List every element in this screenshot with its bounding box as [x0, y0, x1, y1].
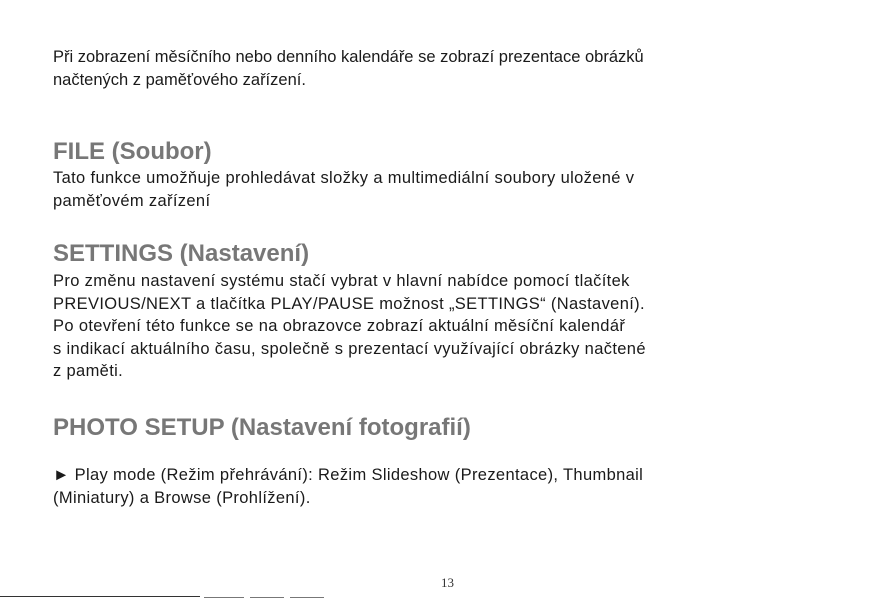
photo-setup-section-heading: PHOTO SETUP (Nastavení fotografií) — [53, 414, 471, 441]
footer-dash — [290, 597, 324, 598]
settings-section-heading: SETTINGS (Nastavení) — [53, 240, 310, 267]
footer-rule — [0, 596, 200, 597]
intro-paragraph: Při zobrazení měsíčního nebo denního kalendáře se zobrazí prezentace obrázků načtených z paměťového zařízení. — [53, 48, 644, 89]
footer-dash — [204, 597, 244, 598]
footer-dash — [250, 597, 284, 598]
file-section-text: Tato funkce umožňuje prohledávat složky a multimediální soubory uložené v paměťovém zařízení — [53, 169, 635, 210]
file-section-heading: FILE (Soubor) — [53, 138, 212, 165]
photo-setup-section-text: ► Play mode (Režim přehrávání): Režim Slideshow (Prezentace), Thumbnail (Miniatury) a Browse (Prohlížení). — [53, 466, 644, 507]
settings-section-text: Pro změnu nastavení systému stačí vybrat v hlavní nabídce pomocí tlačítek PREVIOUS/NEXT a tlačítka PLAY/PAUSE možnost „SETTINGS“ (Nastavení). Po otevření této funkce se na obrazovce zobrazí aktuální měsíční kalendář s indikací aktuálního času, společně s prezentací využívající obrázky načtené z paměti. — [53, 272, 646, 380]
page-number: 13 — [441, 575, 454, 590]
